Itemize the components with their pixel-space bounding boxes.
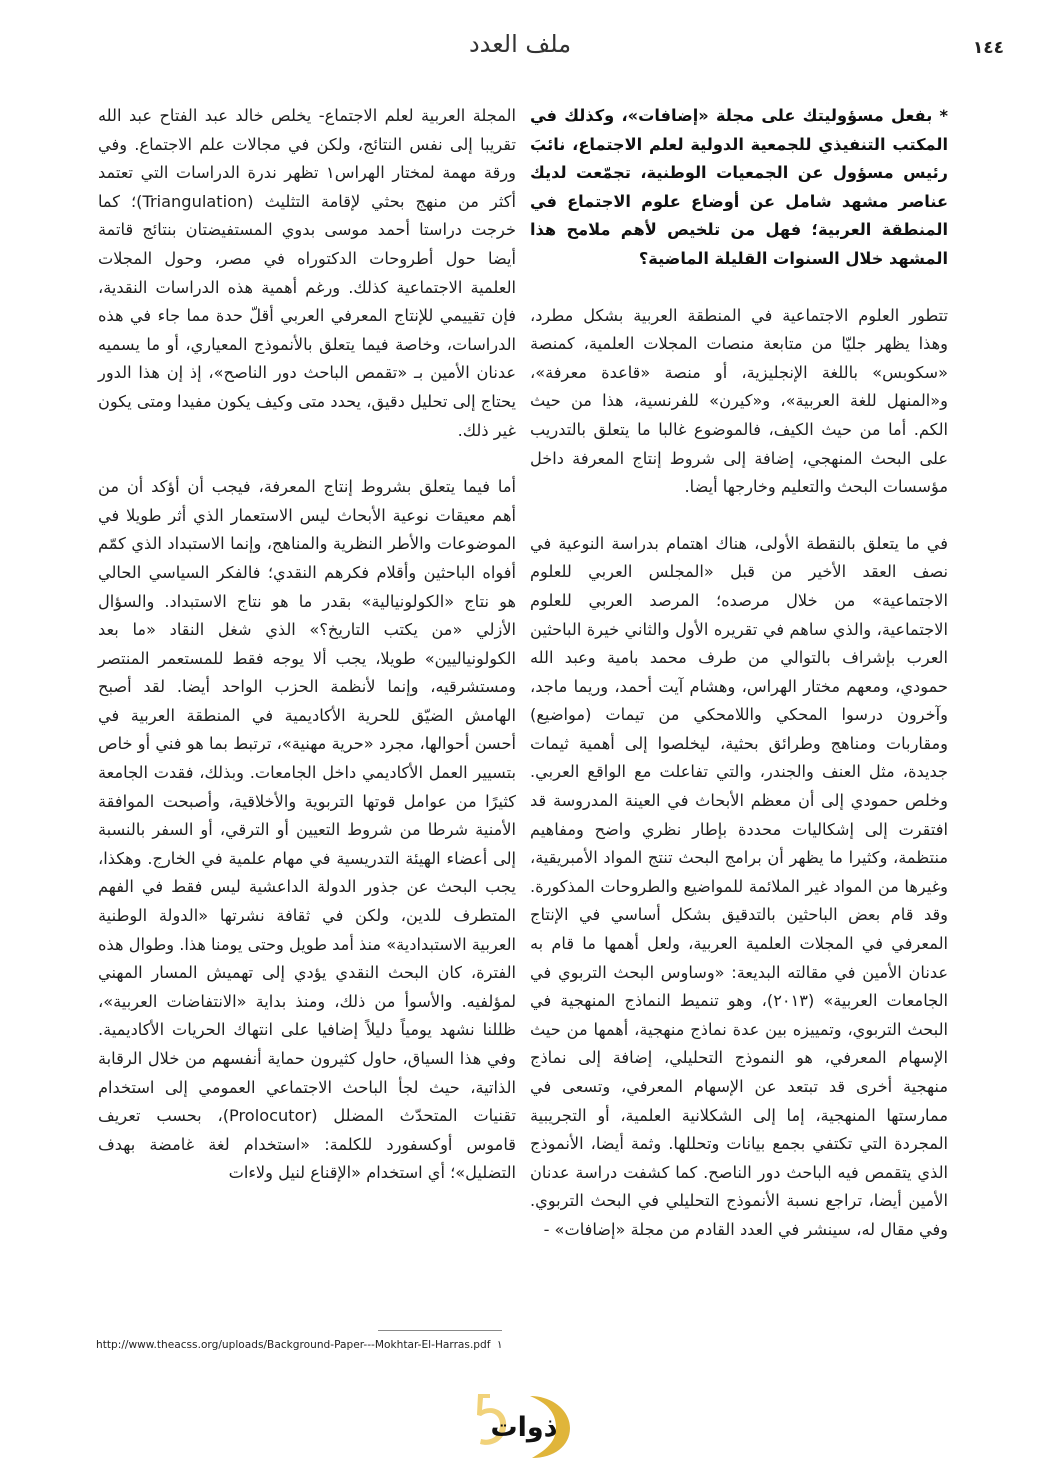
footnote-divider bbox=[378, 1330, 502, 1331]
answer-paragraph-1: تتطور العلوم الاجتماعية في المنطقة العربية بشكل مطرد، وهذا يظهر جليّا من متابعة منصات المجلات العلمية، كمنصة «سكوبس» باللغة الإنجليزية، أو منصة «قاعدة معرفة»، و«المنهل للغة العربية»، و«كيرن» للفرنسية، هذا من حيث الكم. أما من حيث الكيف، فالموضوع غالبا ما يتعلق بالتدريب على البحث المنهجي، إضافة إلى شروط إنتاج المعرفة داخل مؤسسات البحث والتعليم وخارجها أيضا. bbox=[530, 305, 948, 497]
answer-paragraph-3: المجلة العربية لعلم الاجتماع- يخلص خالد عبد الفتاح عبد الله تقريبا إلى نفس النتائج، ولكن في مجالات علم الاجتماع. وفي ورقة مهمة لمختار الهراس١ تظهر ندرة الدراسات التي تعتمد أكثر من منهج بحثي لإقامة التثليث (Triangulation)؛ كما خرجت دراستا أحمد موسى بدوي المستفيضتان بنتائج قاتمة أيضا حول أطروحات الدكتوراه في مصر، وحول المجلات العلمية الاجتماعية كذلك. ورغم أهمية هذه الدراسات النقدية، فإن تقييمي للإنتاج المعرفي العربي أقلّ حدة مما جاء في هذه الدراسات، وخاصة فيما يتعلق بالأنموذج المعياري، أو ما يسميه عدنان الأمين بـ «تقمص الباحث دور الناصح»، إذ إن هذا الدور يحتاج إلى تحليل دقيق، يحدد متى وكيف يكون مفيدا ومتى يكون غير ذلك. bbox=[98, 106, 516, 440]
answer-paragraph-4: أما فيما يتعلق بشروط إنتاج المعرفة، فيجب أن أؤكد أن من أهم معيقات نوعية الأبحاث ليس الاستعمار الذي أثر طويلا في الموضوعات والأطر النظرية والمناهج، وإنما الاستبداد الذي كمّم أفواه الباحثين وأقلام فكرهم النقدي؛ فالفكر السياسي الحالي هو نتاج «الكولونيالية» بقدر ما هو نتاج الاستبداد. والسؤال الأزلي «من يكتب التاريخ؟» الذي شغل النقاد «ما بعد الكولونياليين» طويلا، يجب ألا يوجه فقط للمستعمر المنتصر ومستشرقيه، وإنما لأنظمة الحزب الواحد أيضا. لقد أصبح الهامش الضيّق للحرية الأكاديمية في المنطقة العربية في أحسن أحوالها، مجرد «حرية مهنية»، ترتبط بما هو فني أو خاص بتسيير العمل الأكاديمي داخل الجامعات. وبذلك، فقدت الجامعة كثيرًا من عوامل قوتها التربوية والأخلاقية، وأصبحت الموافقة الأمنية شرطا من شروط التعيين أو الترقي، أو السفر بالنسبة إلى أعضاء الهيئة التدريسية في مهام علمية في الخارج. وهكذا، يجب البحث عن جذور الدولة الداعشية ليس فقط في الفهم المتطرف للدين، ولكن في ثقافة نشرتها «الدولة الوطنية العربية الاستبدادية» منذ أمد طويل وحتى يومنا هذا. وطوال هذه الفترة، كان البحث النقدي يؤدي إلى تهميش المسار المهني لمؤلفيه. والأسوأ من ذلك، ومنذ بداية «الانتفاضات العربية»، ظللنا نشهد يومياً دليلاً إضافيا على انتهاك الحريات الأكاديمية. وفي هذا السياق، حاول كثيرون حماية أنفسهم من خلال الرقابة الذاتية، حيث لجأ الباحث الاجتماعي العمومي إلى استخدام تقنيات المتحدّث المضلل (Prolocutor)، بحسب تعريف قاموس أوكسفورد للكلمة: «استخدام لغة غامضة بهدف التضليل»؛ أي استخدام «الإقناع لنيل ولاءات bbox=[98, 477, 516, 1183]
left-column bbox=[98, 102, 516, 1188]
section-title: ملف العدد bbox=[468, 30, 572, 58]
page-number: ١٤٤ bbox=[972, 38, 1004, 58]
answer-paragraph-2: في ما يتعلق بالنقطة الأولى، هناك اهتمام بدراسة النوعية في نصف العقد الأخير من قبل «المجلس العربي للعلوم الاجتماعية» من خلال مرصده؛ المرصد العربي للعلوم الاجتماعية، والذي ساهم في تقريره الأول والثاني خيرة الباحثين العرب بإشراف بالتوالي من طرف محمد بامية وعبد الله حمودي، ومعهم مختار الهراس، وهشام آيت أحمد، وريما ماجد، وآخرون درسوا المحكي واللامحكي من تيمات (مواضيع) ومقاربات ومناهج وطرائق بحثية، ليخلصوا إلى أهمية ثيمات جديدة، مثل العنف والجندر، والتي تفاعلت مع الواقع العربي. وخلص حمودي إلى أن معظم الأبحاث في العينة المدروسة قد افتقرت إلى إشكاليات محددة بإطار نظري واضح ومفاهيم منتظمة، وكثيرا ما يظهر أن برامج البحث تنتج المواد الأمبريقية، وغيرها من المواد غير الملائمة للمواضيع والطروحات المذكورة. وقد قام بعض الباحثين بالتدقيق بشكل أساسي في الإنتاج المعرفي في المجلات العلمية العربية، ولعل أهمها ما قام به عدنان الأمين في مقالته البديعة: «وساوس البحث التربوي في الجامعات العربية» (٢٠١٣)، وهو تنميط النماذج المنهجية في البحث التربوي، وتمييزه بين عدة نماذج منهجية، أهمها من حيث الإسهام المعرفي، هو النموذج التحليلي، إضافة إلى نماذج منهجية أخرى قد تبتعد عن الإسهام المعرفي، وتسعى في ممارستها المنهجية، إما إلى الشكلانية العلمية، أو التجريبية المجردة التي تكتفي بجمع بيانات وتحللها. وثمة أيضا، الأنموذج الذي يتقمص فيه الباحث دور الناصح. كما كشفت دراسة عدنان الأمين أيضا، تراجع نسبة الأنموذج التحليلي في البحث التربوي. وفي مقال له، سينشر في العدد القادم من مجلة «إضافات» - bbox=[530, 533, 949, 1239]
publisher-logo bbox=[470, 1388, 580, 1460]
footnote bbox=[96, 1339, 510, 1351]
footnote-url[interactable]: http://www.theacss.org/uploads/Background-Paper---Mokhtar-El-Harras.pdf bbox=[96, 1339, 491, 1351]
right-column bbox=[530, 102, 948, 1245]
interview-question: * بفعل مسؤوليتك على مجلة «إضافات»، وكذلك في المكتب التنفيذي للجمعية الدولية لعلم الاجتماع، نائبَ رئيس مسؤول عن الجمعيات الوطنية، تجمّعت لديك عناصر مشهد شامل عن أوضاع علوم الاجتماع في المنطقة العربية؛ فهل من تلخيص لأهم ملامح هذا المشهد خلال السنوات القليلة الماضية؟ bbox=[530, 106, 948, 268]
footnote-number: ١ bbox=[496, 1339, 503, 1351]
logo-wordmark: ذوات bbox=[490, 1412, 558, 1443]
